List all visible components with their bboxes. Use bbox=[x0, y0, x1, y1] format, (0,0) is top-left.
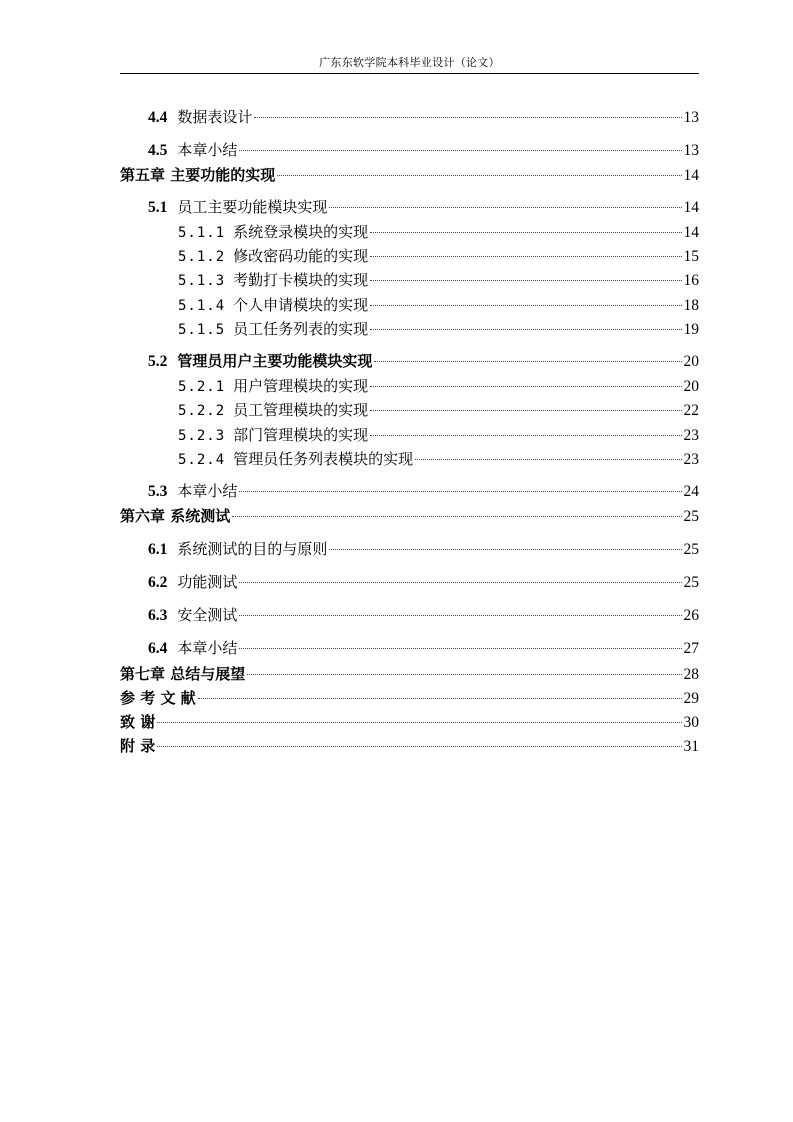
toc-chapter-5[interactable] bbox=[120, 165, 699, 186]
toc-entry-page: 27 bbox=[683, 640, 699, 657]
dot-leader bbox=[329, 207, 681, 208]
toc-entry-title: 管理员任务列表模块的实现 bbox=[233, 450, 414, 468]
toc-entry-number: 5.2 bbox=[148, 353, 168, 370]
toc-entry-title: 功能测试 bbox=[177, 573, 238, 591]
toc-entry-number: 4.4 bbox=[148, 109, 168, 126]
toc-entry-number: 5.2.2 bbox=[178, 403, 226, 419]
toc-chapter-7[interactable] bbox=[120, 664, 699, 685]
dot-leader bbox=[239, 150, 681, 151]
dot-leader bbox=[370, 329, 681, 330]
toc-entry-number: 6.4 bbox=[148, 640, 168, 657]
toc-entry-title: 系统登录模块的实现 bbox=[233, 223, 369, 241]
toc-entry-page: 23 bbox=[683, 427, 699, 444]
toc-entry-title: 附 录 bbox=[120, 737, 156, 755]
toc-entry-number: 5.2.3 bbox=[178, 428, 226, 444]
toc-entry-title: 本章小结 bbox=[177, 482, 238, 500]
toc-entry-number: 5.1.4 bbox=[178, 298, 226, 314]
toc-entry-number: 5.1 bbox=[148, 199, 168, 216]
dot-leader bbox=[247, 674, 681, 675]
toc-entry-page: 24 bbox=[683, 483, 699, 500]
toc-entry-page: 14 bbox=[683, 199, 699, 216]
toc-entry-title: 数据表设计 bbox=[177, 108, 253, 126]
toc-entry-title: 第五章 主要功能的实现 bbox=[120, 166, 276, 184]
dot-leader bbox=[254, 117, 681, 118]
toc-entry-number: 5.1.3 bbox=[178, 273, 226, 289]
dot-leader bbox=[239, 615, 681, 616]
toc-entry-page: 13 bbox=[683, 109, 699, 126]
toc-entry-4-5[interactable] bbox=[148, 140, 699, 161]
toc-chapter-6[interactable] bbox=[120, 506, 699, 527]
toc-entry-title: 安全测试 bbox=[177, 606, 238, 624]
toc-entry-number: 4.5 bbox=[148, 142, 168, 159]
toc-entry-page: 25 bbox=[683, 574, 699, 591]
dot-leader bbox=[415, 459, 681, 460]
toc-entry-5-2-3[interactable] bbox=[178, 425, 699, 446]
dot-leader bbox=[277, 175, 681, 176]
toc-references[interactable] bbox=[120, 688, 699, 709]
page-header: 广东东软学院本科毕业设计（论文） bbox=[319, 56, 500, 69]
toc-entry-page: 15 bbox=[683, 248, 699, 265]
toc-acknowledgements[interactable] bbox=[120, 712, 699, 733]
toc-entry-number: 5.1.5 bbox=[178, 322, 226, 338]
toc-entry-5-2-1[interactable] bbox=[178, 376, 699, 397]
toc-entry-title: 个人申请模块的实现 bbox=[233, 296, 369, 314]
toc-entry-title: 管理员用户主要功能模块实现 bbox=[177, 352, 373, 370]
dot-leader bbox=[374, 361, 681, 362]
toc-entry-title: 修改密码功能的实现 bbox=[233, 247, 369, 265]
dot-leader bbox=[370, 256, 681, 257]
dot-leader bbox=[329, 549, 681, 550]
toc-entry-page: 18 bbox=[683, 297, 699, 314]
toc-entry-page: 25 bbox=[683, 508, 699, 525]
toc-entry-number: 5.1.2 bbox=[178, 249, 226, 265]
toc-entry-page: 26 bbox=[683, 607, 699, 624]
toc-entry-title: 员工管理模块的实现 bbox=[233, 401, 369, 419]
dot-leader bbox=[370, 280, 681, 281]
toc-entry-title: 部门管理模块的实现 bbox=[233, 426, 369, 444]
dot-leader bbox=[157, 746, 681, 747]
toc-entry-page: 20 bbox=[683, 378, 699, 395]
toc-entry-title: 考勤打卡模块的实现 bbox=[233, 271, 369, 289]
toc-entry-title: 致 谢 bbox=[120, 713, 156, 731]
toc-entry-title: 第七章 总结与展望 bbox=[120, 665, 246, 683]
toc-entry-title: 本章小结 bbox=[177, 141, 238, 159]
toc-entry-page: 20 bbox=[683, 353, 699, 370]
toc-entry-page: 31 bbox=[683, 738, 699, 755]
toc-entry-title: 第六章 系统测试 bbox=[120, 507, 231, 525]
dot-leader bbox=[239, 582, 681, 583]
toc-appendix[interactable] bbox=[120, 736, 699, 757]
toc-entry-number: 5.2.4 bbox=[178, 452, 226, 468]
toc-entry-4-4[interactable] bbox=[148, 107, 699, 128]
dot-leader bbox=[232, 516, 681, 517]
toc-entry-page: 14 bbox=[683, 167, 699, 184]
toc-entry-page: 28 bbox=[683, 666, 699, 683]
dot-leader bbox=[370, 386, 681, 387]
toc-entry-6-2[interactable] bbox=[148, 572, 699, 593]
toc-entry-page: 30 bbox=[683, 714, 699, 731]
toc-entry-number: 5.1.1 bbox=[178, 225, 226, 241]
dot-leader bbox=[370, 435, 681, 436]
toc-entry-number: 6.1 bbox=[148, 541, 168, 558]
toc-entry-title: 员工主要功能模块实现 bbox=[177, 198, 328, 216]
toc-entry-page: 22 bbox=[683, 402, 699, 419]
toc-entry-5-1[interactable] bbox=[148, 197, 699, 218]
toc-entry-5-1-4[interactable] bbox=[178, 295, 699, 316]
dot-leader bbox=[239, 648, 681, 649]
toc-entry-page: 14 bbox=[683, 224, 699, 241]
toc-entry-number: 5.2.1 bbox=[178, 379, 226, 395]
toc-entry-5-2-4[interactable] bbox=[178, 449, 699, 470]
toc-entry-number: 5.3 bbox=[148, 483, 168, 500]
toc-entry-title: 参 考 文 献 bbox=[120, 689, 196, 707]
toc-entry-6-4[interactable] bbox=[148, 638, 699, 659]
toc-entry-5-2-2[interactable] bbox=[178, 400, 699, 421]
toc-entry-page: 13 bbox=[683, 142, 699, 159]
toc-entry-page: 23 bbox=[683, 451, 699, 468]
dot-leader bbox=[370, 232, 681, 233]
toc-entry-title: 员工任务列表的实现 bbox=[233, 320, 369, 338]
toc-entry-5-1-3[interactable] bbox=[178, 270, 699, 291]
toc-entry-page: 25 bbox=[683, 541, 699, 558]
toc-entry-number: 6.2 bbox=[148, 574, 168, 591]
toc-entry-title: 用户管理模块的实现 bbox=[233, 377, 369, 395]
dot-leader bbox=[239, 491, 681, 492]
toc-entry-5-1-2[interactable] bbox=[178, 246, 699, 267]
toc-entry-5-1-5[interactable] bbox=[178, 319, 699, 340]
toc-entry-page: 19 bbox=[683, 321, 699, 338]
toc-entry-5-2[interactable] bbox=[148, 351, 699, 372]
toc-entry-title: 系统测试的目的与原则 bbox=[177, 540, 328, 558]
toc-entry-number: 6.3 bbox=[148, 607, 168, 624]
toc-entry-title: 本章小结 bbox=[177, 639, 238, 657]
dot-leader bbox=[370, 410, 681, 411]
toc-entry-page: 29 bbox=[683, 690, 699, 707]
toc-entry-5-1-1[interactable] bbox=[178, 222, 699, 243]
toc-entry-5-3[interactable] bbox=[148, 481, 699, 502]
toc-entry-page: 16 bbox=[683, 272, 699, 289]
toc-entry-6-1[interactable] bbox=[148, 539, 699, 560]
dot-leader bbox=[157, 722, 681, 723]
dot-leader bbox=[198, 698, 682, 699]
dot-leader bbox=[370, 305, 681, 306]
toc-entry-6-3[interactable] bbox=[148, 605, 699, 626]
